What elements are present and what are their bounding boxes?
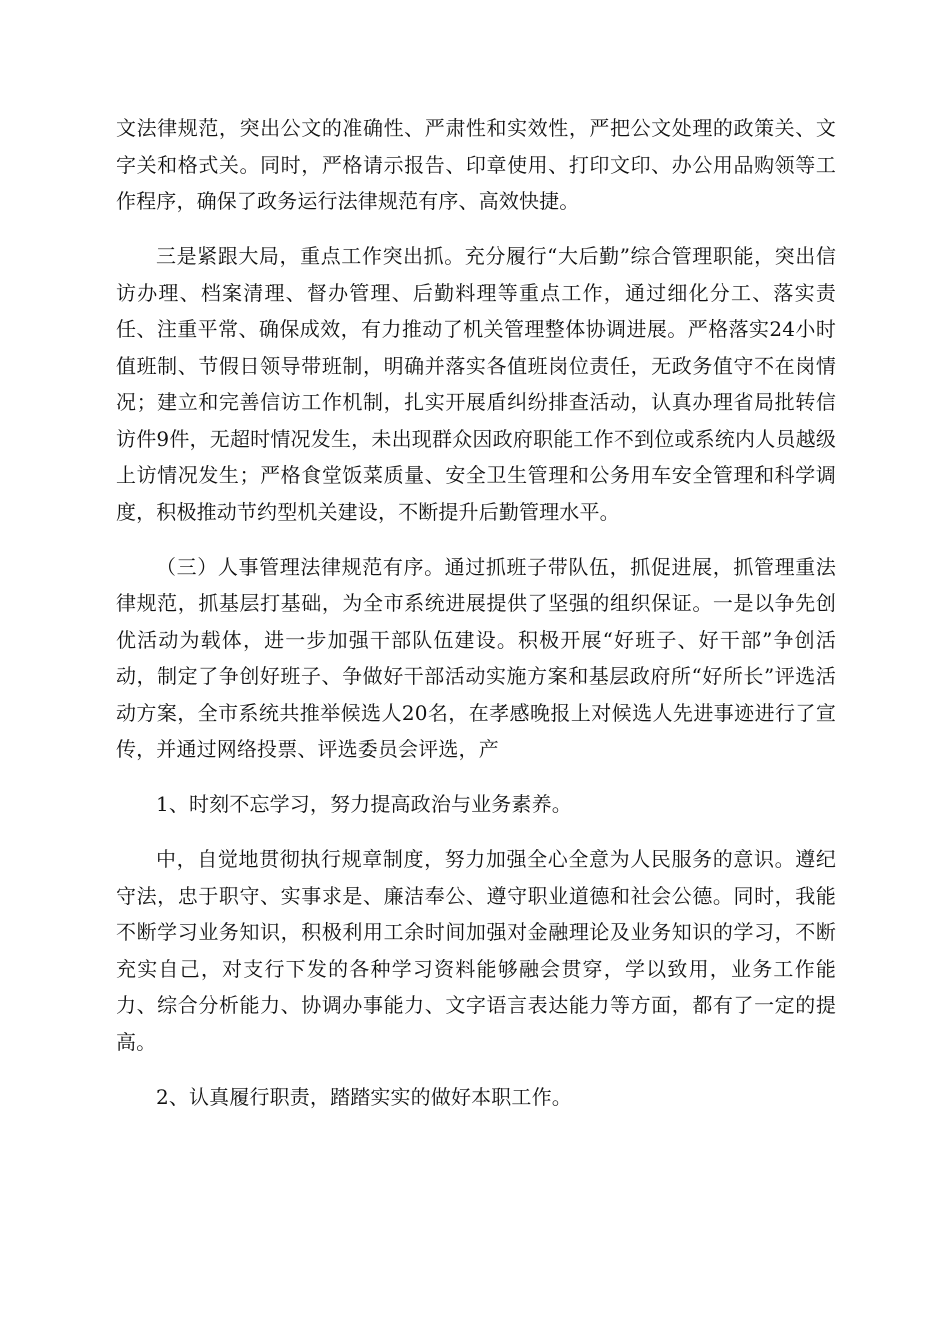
paragraph-4: 1、时刻不忘学习，努力提高政治与业务素养。: [156, 792, 572, 816]
paragraph-1: 文法律规范，突出公文的准确性、严肃性和实效性，严把公文处理的政策关、文字关和格式关。同时，严格请示报告、印章使用、打印文印、办公用品购领等工作程序，确保了政务运行法律规范有序、高效快捷。: [116, 116, 836, 213]
paragraph-3: （三）人事管理法律规范有序。通过抓班子带队伍，抓促进展，抓管理重法律规范，抓基层打基础，为全市系统进展提供了坚强的组织保证。一是以争先创优活动为载体，进一步加强干部队伍建设。积极开展“好班子、好干部”争创活动，制定了争创好班子、争做好干部活动实施方案和基层政府所“好所长”评选活动方案，全市系统共推举候选人20名，在孝感晚报上对候选人先进事迹进行了宣传，并通过网络投票、评选委员会评选，产: [116, 554, 836, 761]
paragraph-2: 三是紧跟大局，重点工作突出抓。充分履行“大后勤”综合管理职能，突出信访办理、档案清理、督办管理、后勤料理等重点工作，通过细化分工、落实责任、注重平常、确保成效，有力推动了机关管理整体协调进展。严格落实24小时值班制、节假日领导带班制，明确并落实各值班岗位责任，无政务值守不在岗情况；建立和完善信访工作机制，扎实开展盾纠纷排查活动，认真办理省局批转信访件9件，无超时情况发生，未出现群众因政府职能工作不到位或系统内人员越级上访情况发生；严格食堂饭菜质量、安全卫生管理和公务用车安全管理和科学调度，积极推动节约型机关建设，不断提升后勤管理水平。: [116, 244, 836, 524]
paragraph-6: 2、认真履行职责，踏踏实实的做好本职工作。: [156, 1084, 572, 1109]
document-body: [116, 110, 836, 1134]
paragraph-5: 中，自觉地贯彻执行规章制度，努力加强全心全意为人民服务的意识。遵纪守法，忠于职守、实事求是、廉洁奉公、遵守职业道德和社会公德。同时，我能不断学习业务知识，积极利用工余时间加强对金融理论及业务知识的学习，不断充实自己，对支行下发的各种学习资料能够融会贯穿，学以致用，业务工作能力、综合分析能力、协调办事能力、文字语言表达能力等方面，都有了一定的提高。: [116, 847, 836, 1054]
